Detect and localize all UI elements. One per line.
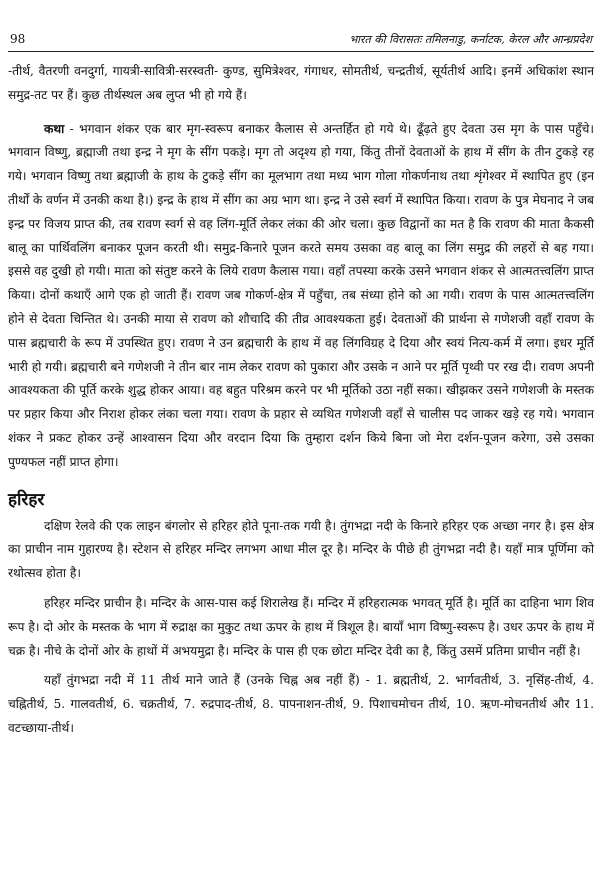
page-header	[8, 32, 594, 51]
page-number: 98	[10, 32, 26, 46]
header-rule	[8, 51, 594, 52]
katha-text: - भगवान शंकर एक बार मृग-स्वरूप बनाकर कैलास से अन्तर्हित हो गये थे। ढूँढ़ते हुए देवता उस मृग के पास पहुँचे। भगवान विष्णु, ब्रह्माजी तथा इन्द्र ने मृग के सींग पकड़े। मृग तो अदृश्य हो गया, किंतु तीनों देवताओं के हाथ में सींग के तीन टुकड़े रह गये। भगवान विष्णु तथा ब्रह्माजी के हाथ के टुकड़े सींग का मूलभाग तथा मध्य भाग गोला गोकर्णनाथ तथा शृंगेश्वर में स्थापित हुए (इन तीर्थों के वर्णन में उनकी कथा है।) इन्द्र के हाथ में सींग का अग्र भाग था। इन्द्र ने उसे स्वर्ग में स्थापित किया। रावण के पुत्र मेघनाद ने जब इन्द्र पर विजय प्राप्त की, तब रावण स्वर्ग से वह लिंग-मूर्ति लेकर लंका की ओर चला। कुछ विद्वानों का मत है कि रावण की माता कैकसी बालू का पार्थिवलिंग बनाकर पूजन करती थी। समुद्र-किनारे पूजन करते समय उसका वह बालू का लिंग समुद्र की लहरों से बह गया। इससे वह दुखी हो गयी। माता को संतुष्ट करने के लिये रावण कैलास गया। वहाँ तपस्या करके उसने भगवान शंकर से आत्मतत्त्वलिंग प्राप्त किया। दोनों कथाएँ आगे एक हो जाती हैं। रावण जब गोकर्ण-क्षेत्र में पहुँचा, तब संध्या होने को आ गयी। रावण के पास आत्मतत्त्वलिंग होने से देवता चिन्तित थे। उनकी माया से रावण को शौचादि की तीव्र आवश्यकता हुई। देवताओं की प्रार्थना से गणेशजी वहाँ रावण के पास ब्रह्मचारी के रूप में उपस्थित हुए। रावण ने उन ब्रह्मचारी के हाथ में वह लिंगविग्रह दे दिया और स्वयं नित्य-कर्म में लगा। इधर मूर्ति भारी हो गयी। ब्रह्मचारी बने गणेशजी ने तीन बार नाम लेकर रावण को पुकारा और उसके न आने पर मूर्ति पृथ्वी पर रख दी। रावण अपनी आवश्यकता की पूर्ति करके शुद्ध होकर आया। वह बहुत परिश्रम करने पर भी मूर्तिको उठा नहीं सका। खीझकर उसने गणेशजी के मस्तक पर प्रहार किया और निराश होकर लंका चला गया। रावण के प्रहार से व्यथित गणेशजी वहाँ से चालीस पद जाकर खड़े रह गये। भगवान शंकर ने प्रकट होकर उन्हें आश्वासन दिया और वरदान दिया कि तुम्हारा दर्शन किये बिना जो मेरा दर्शन-पूजन करेगा, उसे उसका पुण्यफल नहीं प्राप्त होगा।	[8, 121, 594, 469]
section-title-harihar: हरिहर	[8, 489, 45, 510]
harihar-paragraph-3: यहाँ तुंगभद्रा नदी में 11 तीर्थ माने जाते हैं (उनके चिह्न अब नहीं हैं) - 1. ब्रह्मतीर्थ, 2. भार्गवतीर्थ, 3. नृसिंह-तीर्थ, 4. चह्नितीर्थ, 5. गालवतीर्थ, 6. चक्रतीर्थ, 7. रुद्रपाद-तीर्थ, 8. पापनाशन-तीर्थ, 9. पिशाचमोचन तीर्थ, 10. ऋण-मोचनतीर्थ और 11. वटच्छाया-तीर्थ।	[8, 673, 594, 735]
intro-paragraph: -तीर्थ, वैतरणी वनदुर्गा, गायत्री-सावित्री-सरस्वती- कुण्ड, सुमित्रेश्वर, गंगाधर, सोमतीर्थ, चन्द्रतीर्थ, सूर्यतीर्थ आदि। इनमें अधिकांश स्थान समुद्र-तट पर हैं। कुछ तीर्थस्थल अब लुप्त भी हो गये हैं।	[8, 64, 594, 102]
harihar-paragraph-2: हरिहर मन्दिर प्राचीन है। मन्दिर के आस-पास कई शिरालेख हैं। मन्दिर में हरिहरात्मक भगवत् मूर्ति है। मूर्ति का दाहिना भाग शिव रूप है। दो ओर के मस्तक के भाग में रुद्राक्ष का मुकुट तथा ऊपर के हाथ में त्रिशूल है। बायाँ भाग विष्णु-स्वरूप है। उधर ऊपर के हाथ में चक्र है। नीचे के दोनों ओर के हाथों में अभयमुद्रा है। मन्दिर के पास ही एक छोटा मन्दिर देवी का है, किंतु उसमें प्रतिमा प्राचीन नहीं है।	[8, 595, 594, 658]
running-title: भारत की विरासतः तमिलनाडु, कर्नाटक, केरल और आन्ध्रप्रदेश	[349, 33, 592, 46]
harihar-paragraph-1: दक्षिण रेलवे की एक लाइन बंगलोर से हरिहर होते पूना-तक गयी है। तुंगभद्रा नदी के किनारे हरिहर एक अच्छा नगर है। इस क्षेत्र का प्राचीन नाम गुहारण्य है। स्टेशन से हरिहर मन्दिर लगभग आधा मील दूर है। मन्दिर के पीछे ही तुंगभद्रा नदी है। यहाँ मात्र पूर्णिमा को रथोत्सव होता है।	[8, 518, 594, 581]
katha-paragraph	[8, 118, 594, 475]
katha-label: कथा	[44, 121, 65, 136]
